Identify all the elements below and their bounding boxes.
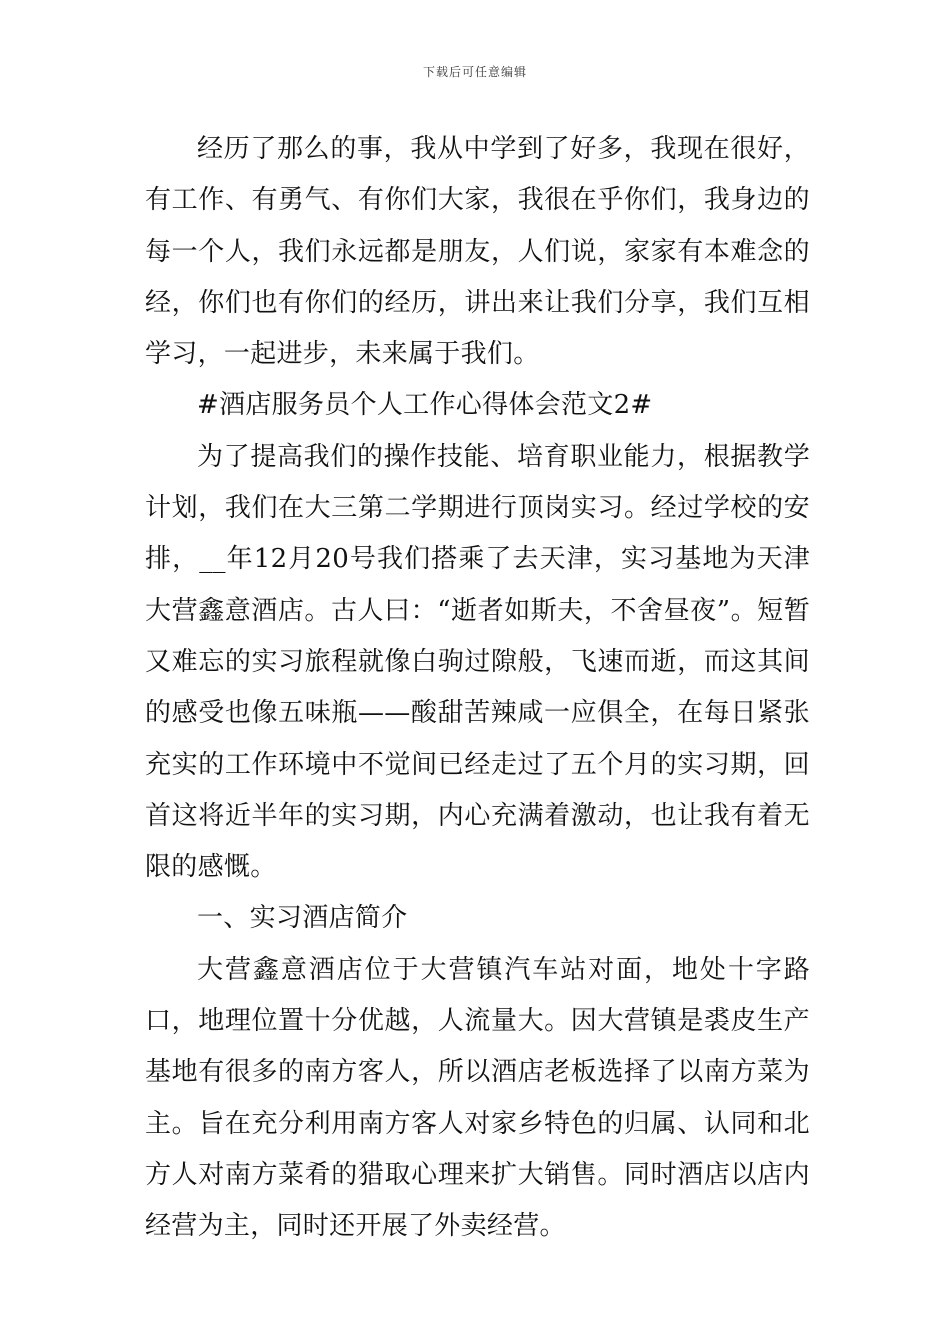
section-heading-hotel-intro: 一、实习酒店简介 <box>197 903 408 934</box>
header-note: 下载后可任意编辑 <box>422 65 527 79</box>
paragraph-hotel-intro: 大营鑫意酒店位于大营镇汽车站对面，地处十字路口，地理位置十分优越，人流量大。因大营镇是裘皮生产基地有很多的南方客人，所以酒店老板选择了以南方菜为主。旨在充分利用南方客人对家乡特色的归属、认同和北方人对南方菜肴的猎取心理来扩大销售。同时酒店以店内经营为主，同时还开展了外卖经营。 <box>145 954 810 1242</box>
section-title-sample-2: #酒店服务员个人工作心得体会范文2# <box>197 390 653 421</box>
paragraph-internship: 为了提高我们的操作技能、培育职业能力，根据教学计划，我们在大三第二学期进行顶岗实习。经过学校的安排，__年12月20号我们搭乘了去天津，实习基地为天津大营鑫意酒店。古人曰：“逝者如斯夫，不舍昼夜”。短暂又难忘的实习旅程就像白驹过隙般，飞速而逝，而这其间的感受也像五味瓶——酸甜苦辣咸一应俱全，在每日紧张充实的工作环境中不觉间已经走过了五个月的实习期，回首这将近半年的实习期，内心充满着激动，也让我有着无限的感慨。 <box>145 441 810 883</box>
paragraph-intro: 经历了那么的事，我从中学到了好多，我现在很好，有工作、有勇气、有你们大家，我很在乎你们，我身边的每一个人，我们永远都是朋友，人们说，家家有本难念的经，你们也有你们的经历，讲出来让我们分享，我们互相学习，一起进步，未来属于我们。 <box>145 134 810 370</box>
document-body <box>145 124 810 1253</box>
